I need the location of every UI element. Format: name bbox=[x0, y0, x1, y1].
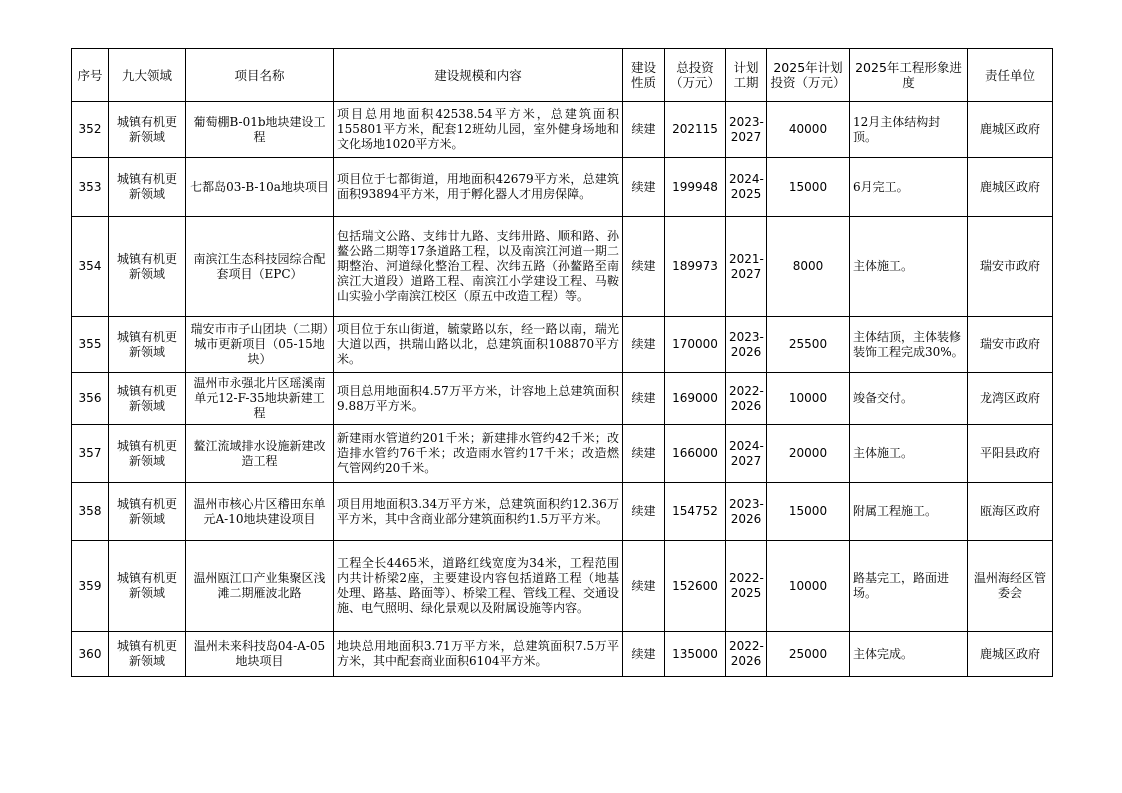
row-domain: 城镇有机更新领域 bbox=[109, 425, 186, 483]
row-total-investment: 169000 bbox=[665, 373, 726, 425]
row-domain: 城镇有机更新领域 bbox=[109, 541, 186, 632]
row-scope: 项目位于七都街道，用地面积42679平方米，总建筑面积93894平方米，用于孵化器人才用房保障。 bbox=[334, 158, 623, 217]
row-project-name: 南滨江生态科技园综合配套项目（EPC） bbox=[186, 217, 334, 317]
table-row bbox=[72, 632, 1053, 677]
row-plan-2025: 20000 bbox=[767, 425, 850, 483]
row-no: 359 bbox=[72, 541, 109, 632]
header-no: 序号 bbox=[72, 49, 109, 102]
row-domain: 城镇有机更新领域 bbox=[109, 158, 186, 217]
table-header-row bbox=[72, 49, 1053, 102]
table-row bbox=[72, 158, 1053, 217]
row-unit: 鹿城区政府 bbox=[968, 632, 1053, 677]
row-project-name: 七都岛03-B-10a地块项目 bbox=[186, 158, 334, 217]
row-progress-2025: 竣备交付。 bbox=[850, 373, 968, 425]
row-nature: 续建 bbox=[623, 425, 665, 483]
table-row bbox=[72, 217, 1053, 317]
row-total-investment: 154752 bbox=[665, 483, 726, 541]
row-nature: 续建 bbox=[623, 217, 665, 317]
row-project-name: 温州市核心片区稽田东单元A-10地块建设项目 bbox=[186, 483, 334, 541]
row-total-investment: 189973 bbox=[665, 217, 726, 317]
row-period: 2021-2027 bbox=[726, 217, 767, 317]
row-nature: 续建 bbox=[623, 541, 665, 632]
row-scope: 项目总用地面积4.57万平方米，计容地上总建筑面积9.88万平方米。 bbox=[334, 373, 623, 425]
row-total-investment: 202115 bbox=[665, 102, 726, 158]
row-project-name: 瑞安市市子山团块（二期）城市更新项目（05-15地块） bbox=[186, 317, 334, 373]
row-period: 2022-2026 bbox=[726, 373, 767, 425]
row-period: 2024-2027 bbox=[726, 425, 767, 483]
row-progress-2025: 主体施工。 bbox=[850, 425, 968, 483]
row-domain: 城镇有机更新领域 bbox=[109, 632, 186, 677]
row-total-investment: 152600 bbox=[665, 541, 726, 632]
row-domain: 城镇有机更新领域 bbox=[109, 483, 186, 541]
row-progress-2025: 6月完工。 bbox=[850, 158, 968, 217]
table-row bbox=[72, 541, 1053, 632]
row-period: 2022-2026 bbox=[726, 632, 767, 677]
row-total-investment: 199948 bbox=[665, 158, 726, 217]
row-period: 2023-2026 bbox=[726, 317, 767, 373]
table-row bbox=[72, 102, 1053, 158]
table-row bbox=[72, 373, 1053, 425]
row-progress-2025: 主体完成。 bbox=[850, 632, 968, 677]
row-domain: 城镇有机更新领域 bbox=[109, 102, 186, 158]
row-progress-2025: 12月主体结构封顶。 bbox=[850, 102, 968, 158]
row-plan-2025: 40000 bbox=[767, 102, 850, 158]
header-scope: 建设规模和内容 bbox=[334, 49, 623, 102]
header-name: 项目名称 bbox=[186, 49, 334, 102]
row-no: 354 bbox=[72, 217, 109, 317]
row-plan-2025: 25000 bbox=[767, 632, 850, 677]
row-unit: 瑞安市政府 bbox=[968, 317, 1053, 373]
project-table bbox=[71, 48, 1053, 677]
row-plan-2025: 15000 bbox=[767, 483, 850, 541]
row-plan-2025: 10000 bbox=[767, 373, 850, 425]
row-project-name: 葡萄棚B-01b地块建设工程 bbox=[186, 102, 334, 158]
row-progress-2025: 主体施工。 bbox=[850, 217, 968, 317]
row-domain: 城镇有机更新领域 bbox=[109, 317, 186, 373]
row-nature: 续建 bbox=[623, 373, 665, 425]
row-no: 353 bbox=[72, 158, 109, 217]
header-domain: 九大领域 bbox=[109, 49, 186, 102]
row-progress-2025: 路基完工，路面进场。 bbox=[850, 541, 968, 632]
row-domain: 城镇有机更新领域 bbox=[109, 373, 186, 425]
row-project-name: 温州瓯江口产业集聚区浅滩二期雁波北路 bbox=[186, 541, 334, 632]
row-no: 358 bbox=[72, 483, 109, 541]
row-no: 360 bbox=[72, 632, 109, 677]
row-unit: 鹿城区政府 bbox=[968, 158, 1053, 217]
row-scope: 新建雨水管道约201千米；新建排水管约42千米；改造排水管约76千米；改造雨水管约17千米；改造燃气管网约20千米。 bbox=[334, 425, 623, 483]
table-row bbox=[72, 483, 1053, 541]
row-nature: 续建 bbox=[623, 317, 665, 373]
row-total-investment: 170000 bbox=[665, 317, 726, 373]
row-scope: 项目位于东山街道，毓蒙路以东，经一路以南，瑞光大道以西，拱瑞山路以北，总建筑面积108870平方米。 bbox=[334, 317, 623, 373]
row-nature: 续建 bbox=[623, 158, 665, 217]
row-total-investment: 166000 bbox=[665, 425, 726, 483]
row-period: 2023-2026 bbox=[726, 483, 767, 541]
row-scope: 项目用地面积3.34万平方米，总建筑面积约12.36万平方米，其中含商业部分建筑面积约1.5万平方米。 bbox=[334, 483, 623, 541]
row-unit: 瑞安市政府 bbox=[968, 217, 1053, 317]
row-unit: 平阳县政府 bbox=[968, 425, 1053, 483]
row-unit: 温州海经区管委会 bbox=[968, 541, 1053, 632]
header-unit: 责任单位 bbox=[968, 49, 1053, 102]
row-period: 2024-2025 bbox=[726, 158, 767, 217]
row-period: 2023-2027 bbox=[726, 102, 767, 158]
header-period: 计划工期 bbox=[726, 49, 767, 102]
row-scope: 工程全长4465米，道路红线宽度为34米，工程范围内共计桥梁2座，主要建设内容包括道路工程（地基处理、路基、路面等）、桥梁工程、管线工程、交通设施、电气照明、绿化景观以及附属设施等内容。 bbox=[334, 541, 623, 632]
table-row bbox=[72, 317, 1053, 373]
row-scope: 地块总用地面积3.71万平方米，总建筑面积7.5万平方米，其中配套商业面积6104平方米。 bbox=[334, 632, 623, 677]
row-no: 357 bbox=[72, 425, 109, 483]
row-nature: 续建 bbox=[623, 483, 665, 541]
row-scope: 项目总用地面积42538.54平方米，总建筑面积155801平方米，配套12班幼儿园，室外健身场地和文化场地1020平方米。 bbox=[334, 102, 623, 158]
row-plan-2025: 10000 bbox=[767, 541, 850, 632]
header-plan-2025: 2025年计划投资（万元） bbox=[767, 49, 850, 102]
row-nature: 续建 bbox=[623, 102, 665, 158]
header-progress-2025: 2025年工程形象进度 bbox=[850, 49, 968, 102]
row-plan-2025: 15000 bbox=[767, 158, 850, 217]
header-nature: 建设性质 bbox=[623, 49, 665, 102]
row-progress-2025: 附属工程施工。 bbox=[850, 483, 968, 541]
row-progress-2025: 主体结顶，主体装修装饰工程完成30%。 bbox=[850, 317, 968, 373]
row-total-investment: 135000 bbox=[665, 632, 726, 677]
row-unit: 鹿城区政府 bbox=[968, 102, 1053, 158]
row-no: 352 bbox=[72, 102, 109, 158]
row-no: 355 bbox=[72, 317, 109, 373]
row-nature: 续建 bbox=[623, 632, 665, 677]
row-domain: 城镇有机更新领域 bbox=[109, 217, 186, 317]
row-plan-2025: 8000 bbox=[767, 217, 850, 317]
row-project-name: 温州未来科技岛04-A-05地块项目 bbox=[186, 632, 334, 677]
header-total: 总投资（万元） bbox=[665, 49, 726, 102]
row-unit: 瓯海区政府 bbox=[968, 483, 1053, 541]
row-project-name: 温州市永强北片区瑶溪南单元12-F-35地块新建工程 bbox=[186, 373, 334, 425]
row-scope: 包括瑞文公路、支纬廿九路、支纬卅路、顺和路、孙鳌公路二期等17条道路工程，以及南滨江河道一期二期整治、河道绿化整治工程、次纬五路（孙鳌路至南滨江大道段）道路工程、南滨江小学建设工程、马鞍山实验小学南滨江校区（原五中改造工程）等。 bbox=[334, 217, 623, 317]
row-plan-2025: 25500 bbox=[767, 317, 850, 373]
row-period: 2022-2025 bbox=[726, 541, 767, 632]
row-unit: 龙湾区政府 bbox=[968, 373, 1053, 425]
row-project-name: 鳌江流域排水设施新建改造工程 bbox=[186, 425, 334, 483]
table-row bbox=[72, 425, 1053, 483]
row-no: 356 bbox=[72, 373, 109, 425]
